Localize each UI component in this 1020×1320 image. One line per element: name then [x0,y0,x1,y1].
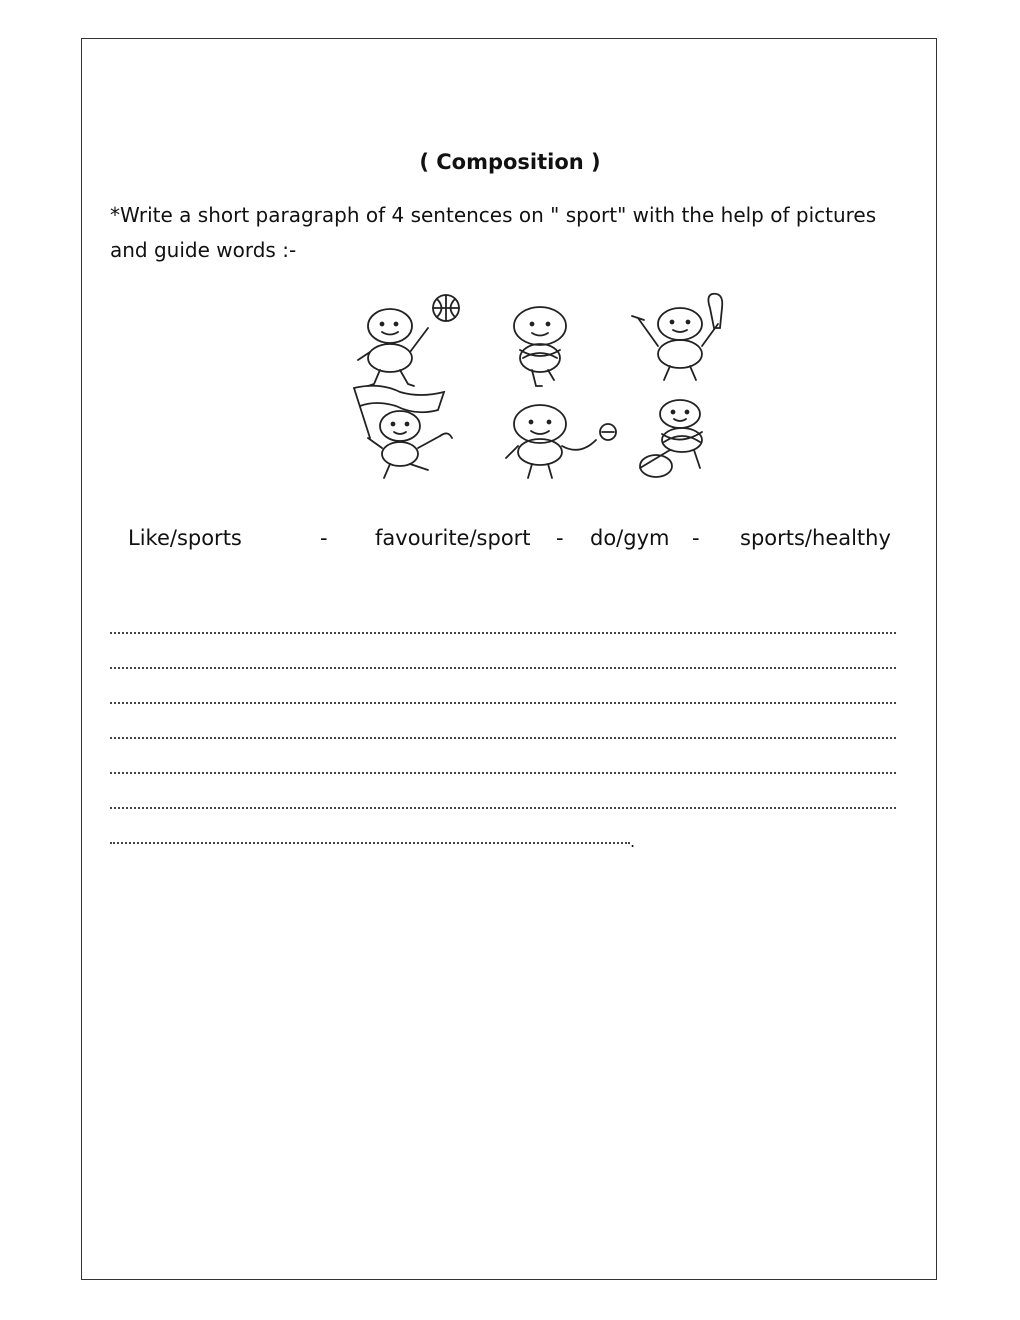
instruction-line-1: *Write a short paragraph of 4 sentences on " sport" with the help of pictures [110,203,877,227]
writing-line[interactable] [110,667,896,669]
page-title: ( Composition ) [419,150,601,174]
guide-separator-3: - [692,526,700,550]
kid-basketball-icon [358,295,459,386]
writing-line[interactable] [110,772,896,774]
guide-word-4: sports/healthy [740,526,891,550]
guide-word-2: favourite/sport [375,526,531,550]
kid-flag-icon [354,386,452,478]
kid-football-icon [640,400,702,477]
guide-separator-2: - [556,526,564,550]
writing-line[interactable] [110,632,896,634]
kid-baseball-bat-icon [632,294,722,380]
guide-word-1: Like/sports [128,526,242,550]
kid-ping-pong-icon [506,405,616,478]
writing-line[interactable] [110,737,896,739]
writing-line[interactable] [110,702,896,704]
instruction-text [110,198,910,268]
writing-line[interactable] [110,807,896,809]
kid-arms-crossed-icon [514,307,566,386]
sports-kids-illustration [340,288,732,482]
instruction-line-2: and guide words :- [110,238,297,262]
writing-end-mark: . [630,832,636,851]
writing-line[interactable] [110,842,630,844]
guide-separator-1: - [320,526,328,550]
guide-word-3: do/gym [590,526,670,550]
